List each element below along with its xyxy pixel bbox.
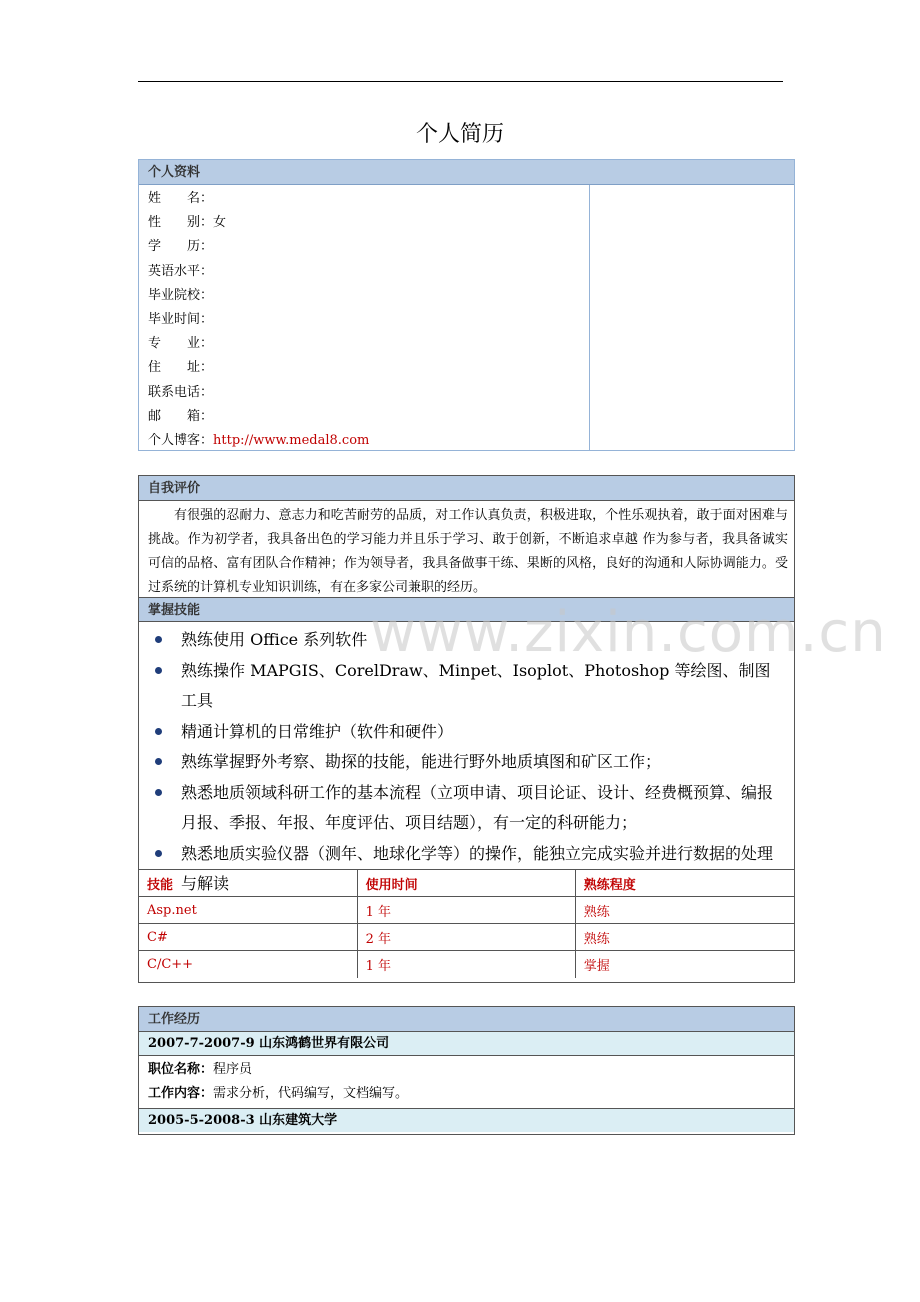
- work-experience-section: [138, 1006, 795, 1135]
- field-school: 毕业院校：: [148, 287, 214, 303]
- table-cell: 2 年: [357, 924, 575, 951]
- field-address: 住 址：: [148, 360, 214, 376]
- bullet-icon: [155, 789, 162, 796]
- table-cell: 熟练: [575, 897, 794, 924]
- self-eval-text: 有很强的忍耐力、意志力和吃苦耐劳的品质，对工作认真负责，积极进取，个性乐观执着，敢于面对困难与挑战。作为初学者，我具备出色的学习能力并且乐于学习、敢于创新，不断追求卓越 作为参与者，我具备诚实可信的品格、富有团队合作精神；作为领导者，我具备做事干练、果断的风格，良好的沟通和人际协调能力。受过系统的计算机专业知识训练，有在多家公司兼职的经历。: [148, 508, 788, 595]
- field-major: 专 业：: [148, 336, 214, 352]
- blog-link[interactable]: http://www.medal8.com: [213, 432, 370, 448]
- field-name: 姓 名：: [148, 191, 214, 206]
- list-item: 熟悉地质领域科研工作的基本流程（立项申请、项目论证、设计、经费概预算、编报月报、季报、年报、年度评估、项目结题），有一定的科研能力；: [153, 778, 786, 839]
- table-cell: 1 年: [357, 951, 575, 978]
- work-header: 工作经历: [139, 1007, 794, 1032]
- personal-info-section: [138, 159, 795, 451]
- table-cell: 熟练: [575, 924, 794, 951]
- field-phone: 联系电话：: [148, 384, 214, 400]
- watermark: www.zixin.com.cn: [370, 600, 887, 665]
- field-education: 学 历：: [148, 239, 214, 255]
- col-header-proficiency: 熟练程度: [575, 870, 794, 897]
- field-email: 邮 箱：: [148, 408, 214, 424]
- job-content-line: 工作内容：需求分析，代码编写，文档编写。: [148, 1086, 409, 1101]
- field-graduation-date: 毕业时间：: [148, 311, 214, 327]
- field-blog: 个人博客：http://www.medal8.com: [148, 432, 370, 448]
- table-cell: C#: [139, 924, 357, 951]
- col-header-duration: 使用时间: [357, 870, 575, 897]
- list-item: 熟练掌握野外考察、勘探的技能，能进行野外地质填图和矿区工作；: [153, 747, 786, 778]
- top-rule: [138, 81, 783, 82]
- job-details: [139, 1056, 794, 1108]
- bullet-icon: [155, 758, 162, 765]
- table-cell: Asp.net: [139, 897, 357, 924]
- field-gender: 性 别：女: [148, 215, 227, 231]
- table-cell: C/C++: [139, 951, 357, 978]
- list-item: 熟练操作 MAPGIS、CorelDraw、Minpet、Isoplot、Photoshop 等绘图、制图工具: [153, 656, 786, 717]
- skills-header: 掌握技能: [139, 597, 794, 622]
- photo-placeholder: [590, 185, 794, 450]
- job-period: 2005-5-2008-3 山东建筑大学: [139, 1108, 794, 1132]
- personal-fields: [139, 185, 590, 450]
- table-row: [139, 897, 794, 924]
- page-title: 个人简历: [415, 122, 504, 147]
- bullet-icon: [155, 728, 162, 735]
- field-english-level: 英语水平：: [148, 263, 214, 279]
- col-header-skill: 技能: [139, 870, 357, 897]
- table-cell: 掌握: [575, 951, 794, 978]
- list-item: 熟悉地质实验仪器（测年、地球化学等）的操作，能独立完成实验并进行数据的处理与解读: [153, 839, 786, 900]
- job-title-line: 职位名称：程序员: [148, 1062, 253, 1077]
- personal-info-header: 个人资料: [139, 160, 794, 185]
- self-eval-skills-section: [138, 475, 795, 983]
- self-eval-header: 自我评价: [139, 476, 794, 501]
- bullet-icon: [155, 636, 162, 643]
- table-row: [139, 951, 794, 978]
- job-period: 2007-7-2007-9 山东鸿鹤世界有限公司: [139, 1032, 794, 1056]
- bullet-icon: [155, 667, 162, 674]
- table-row: [139, 924, 794, 951]
- table-cell: 1 年: [357, 897, 575, 924]
- list-item: 熟练使用 Office 系列软件: [153, 625, 786, 656]
- bullet-icon: [155, 850, 162, 857]
- list-item: 精通计算机的日常维护（软件和硬件）: [153, 717, 786, 748]
